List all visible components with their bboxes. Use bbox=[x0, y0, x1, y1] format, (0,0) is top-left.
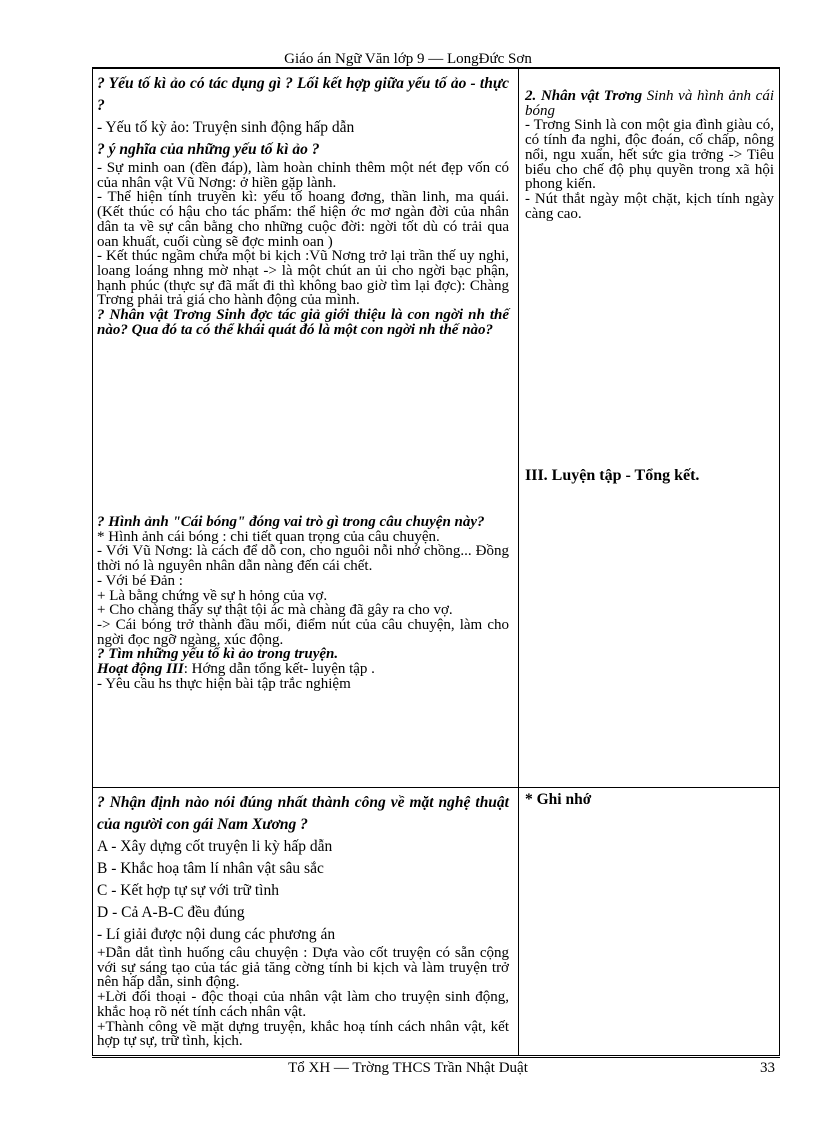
right-section-2 bbox=[525, 89, 774, 221]
question: ? Nhân vật Trơng Sinh đợc tác giả giới thiệu là con ngời nh thế nào? Qua đó ta có thể khái quát đó là một con ngời nh thế nào? bbox=[97, 307, 509, 338]
table-border-left bbox=[92, 69, 93, 1055]
paragraph: - Yêu cầu hs thực hiện bài tập trắc nghiệm bbox=[97, 675, 351, 692]
paragraph: - Nút thắt ngày một chặt, kịch tính ngày càng cao. bbox=[525, 190, 774, 222]
left-block-2 bbox=[97, 515, 509, 691]
paragraph: - Trơng Sinh là con một gia đình giàu có, có tính đa nghi, độc đoán, cố chấp, nông nổi, ngu xuẩn, hết sức gia trởng -> Tiêu biểu cho chế độ phụ quyền trong xã hội phong kiến. bbox=[525, 117, 774, 193]
question: ? Yếu tố kì ảo có tác dụng gì ? Lối kết hợp giữa yếu tố ảo - thực ? bbox=[97, 75, 509, 114]
table-border-right bbox=[779, 69, 780, 1055]
note-title: * Ghi nhớ bbox=[525, 791, 592, 808]
section-3-title: III. Luyện tập - Tổng kết. bbox=[525, 467, 700, 484]
paragraph: - Với bé Đản : bbox=[97, 572, 183, 589]
activity-text: : Hớng dẫn tổng kết- luyện tập . bbox=[183, 661, 375, 678]
paragraph: - Với Vũ Nơng: là cách để dỗ con, cho nguôi nỗi nhớ chồng... Đồng thời nó là nguyên nhân dẫn nàng đến cái chết. bbox=[97, 543, 509, 575]
activity-line bbox=[97, 662, 509, 677]
left-block-1 bbox=[97, 73, 509, 337]
page-footer: Tổ XH — Trờng THCS Trần Nhật Duật bbox=[288, 1060, 528, 1076]
paragraph: +Lời đối thoại - độc thoại của nhân vật làm cho truyện sinh động, khắc hoạ rõ nét tính cách nhân vật. bbox=[97, 989, 509, 1020]
option-b: B - Khắc hoạ tâm lí nhân vật sâu sắc bbox=[97, 860, 324, 877]
paragraph: - Yếu tố kỳ ảo: Truyện sinh động hấp dẫn bbox=[97, 119, 355, 136]
lesson-table bbox=[92, 68, 780, 1056]
paragraph: -> Cái bóng trở thành đầu mối, điểm nút của câu chuyện, làm cho ngời đọc ngỡ ngàng, xúc động. bbox=[97, 616, 509, 648]
section-2-title: 2. Nhân vật Trơng bbox=[525, 88, 643, 104]
paragraph: +Thành công về mặt dựng truyện, khắc hoạ tính cách nhân vật, kết hợp tự sự, trữ tình, kịch. bbox=[97, 1018, 509, 1050]
option-d: D - Cả A-B-C đều đúng bbox=[97, 904, 245, 921]
paragraph: * Hình ảnh cái bóng : chi tiết quan trọng của câu chuyện. bbox=[97, 528, 440, 545]
page-header: Giáo án Ngữ Văn lớp 9 — LongĐức Sơn bbox=[284, 51, 532, 67]
question: ? Nhận định nào nói đúng nhất thành công về mặt nghệ thuật của người con gái Nam Xương ? bbox=[97, 794, 509, 833]
question: ? Hình ảnh "Cái bóng" đóng vai trò gì trong câu chuyện này? bbox=[97, 514, 485, 530]
section-2-subtitle: Sinh và hình ảnh cái bóng bbox=[525, 88, 774, 119]
paragraph: - Sự minh oan (đền đáp), làm hoàn chỉnh thêm một nét đẹp vốn có của nhân vật Vũ Nơng: ở hiền gặp lành. bbox=[97, 160, 509, 191]
option-c: C - Kết hợp tự sự với trữ tình bbox=[97, 882, 279, 899]
paragraph: - Lí giải được nội dung các phương án bbox=[97, 926, 336, 943]
option-a: A - Xây dựng cốt truyện li kỳ hấp dẫn bbox=[97, 838, 333, 855]
paragraph: +Dẫn dắt tình huống câu chuyện : Dựa vào cốt truyện có sẵn cộng với sự sáng tạo của tác giả tăng cờng tính bi kịch và làm truyện trở nên hấp dẫn, sinh động. bbox=[97, 945, 509, 991]
paragraph: + Là bằng chứng về sự h hỏng của vợ. bbox=[97, 587, 328, 604]
footer-rule bbox=[92, 1057, 780, 1058]
section-2-heading bbox=[525, 89, 774, 118]
paragraph: + Cho chàng thấy sự thật tội ác mà chàng đã gây ra cho vợ. bbox=[97, 602, 453, 619]
paragraph: - Kết thúc ngầm chứa một bi kịch :Vũ Nơng trở lại trần thế uy nghi, loang loáng nhng mờ nhạt -> là một chút an ủi cho ngời bạc phận, hạnh phúc (thực sự đã mất đi thì không bao giờ tìm lại đợc): Chàng Trơng phải trả giá cho hành động của mình. bbox=[97, 248, 509, 309]
left-block-3 bbox=[97, 792, 509, 1049]
page-number: 33 bbox=[760, 1060, 775, 1076]
activity-label: Hoạt động III bbox=[97, 661, 184, 678]
table-divider bbox=[518, 69, 519, 1055]
paragraph: - Thể hiện tính truyền kì: yếu tố hoang đơng, thần linh, ma quái. (Kết thúc có hậu cho tác phẩm: thể hiện ớc mơ ngàn đời của nhân dân ta về sự cân bằng cho những cuộc đời: ngời tốt dù có trải qua oan khuất, cuối cùng sẽ đợc minh oan ) bbox=[97, 189, 509, 250]
table-row-divider bbox=[92, 787, 780, 788]
question: ? ý nghĩa của những yếu tố kì ảo ? bbox=[97, 141, 320, 158]
question: ? Tìm những yếu tố kì ảo trong truyện. bbox=[97, 646, 339, 663]
